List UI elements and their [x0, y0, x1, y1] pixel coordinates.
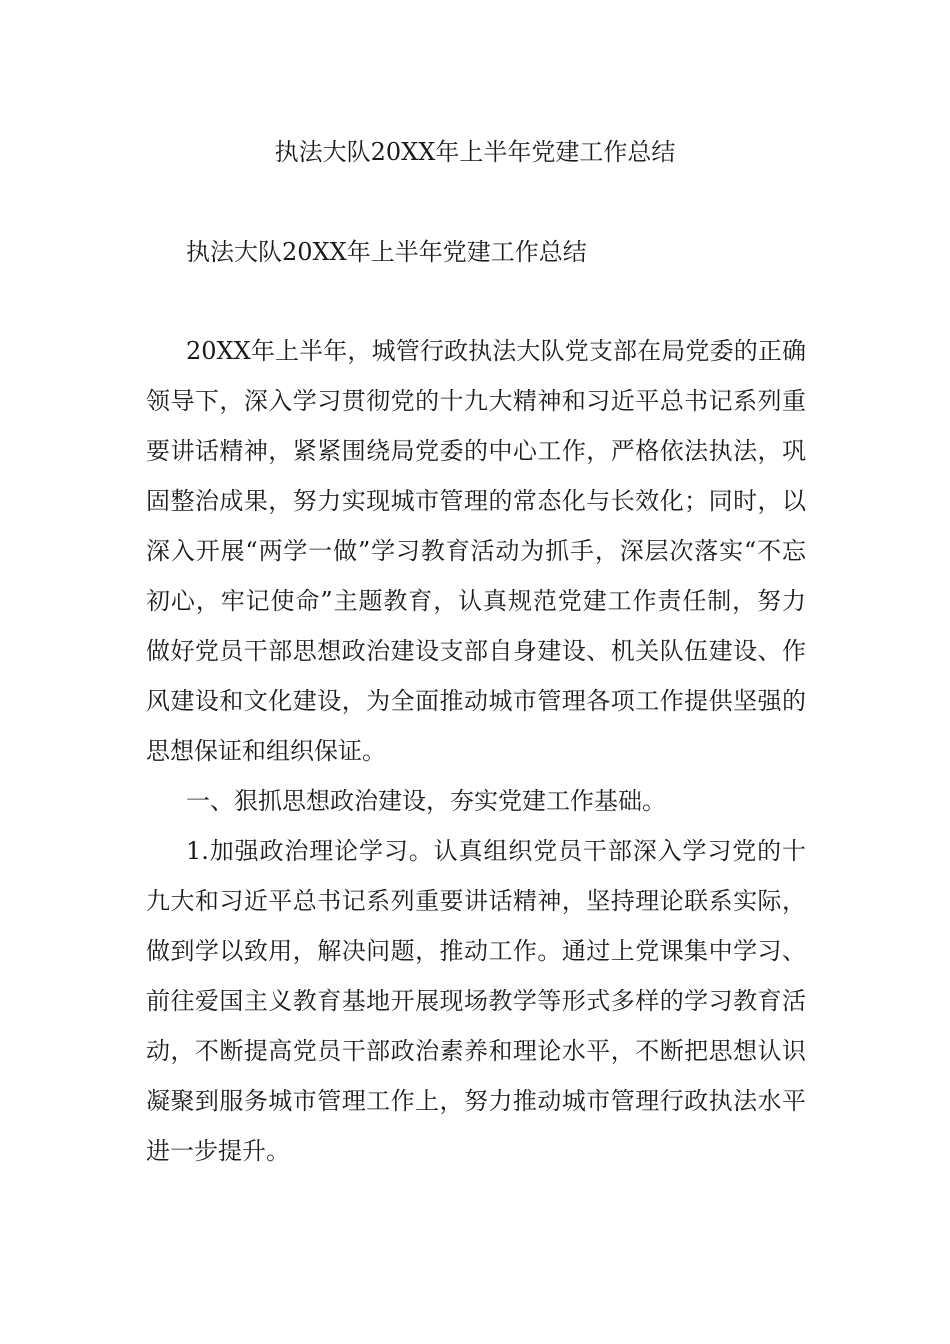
document-subtitle: 执法大队20XX年上半年党建工作总结 — [186, 238, 587, 266]
paragraph-section-1-item-1: 1.加强政治理论学习。认真组织党员干部深入学习党的十九大和习近平总书记系列重要讲话精神，坚持理论联系实际，做到学以致用，解决问题，推动工作。通过上党课集中学习、前往爱国主义教育基地开展现场教学等形式多样的学习教育活动，不断提高党员干部政治素养和理论水平，不断把思想认识凝聚到服务城市管理工作上，努力推动城市管理行政执法水平进一步提升。 — [146, 837, 806, 1165]
section-heading-1: 一、狠抓思想政治建设，夯实党建工作基础。 — [186, 787, 666, 815]
document-body — [146, 326, 806, 1176]
paragraph-intro: 20XX年上半年，城管行政执法大队党支部在局党委的正确领导下，深入学习贯彻党的十九大精神和习近平总书记系列重要讲话精神，紧紧围绕局党委的中心工作，严格依法执法，巩固整治成果，努力实现城市管理的常态化与长效化；同时，以深入开展“两学一做”学习教育活动为抓手，深层次落实“不忘初心，牢记使命”主题教育，认真规范党建工作责任制，努力做好党员干部思想政治建设支部自身建设、机关队伍建设、作风建设和文化建设，为全面推动城市管理各项工作提供坚强的思想保证和组织保证。 — [146, 337, 806, 765]
document-title: 执法大队20XX年上半年党建工作总结 — [274, 138, 676, 166]
